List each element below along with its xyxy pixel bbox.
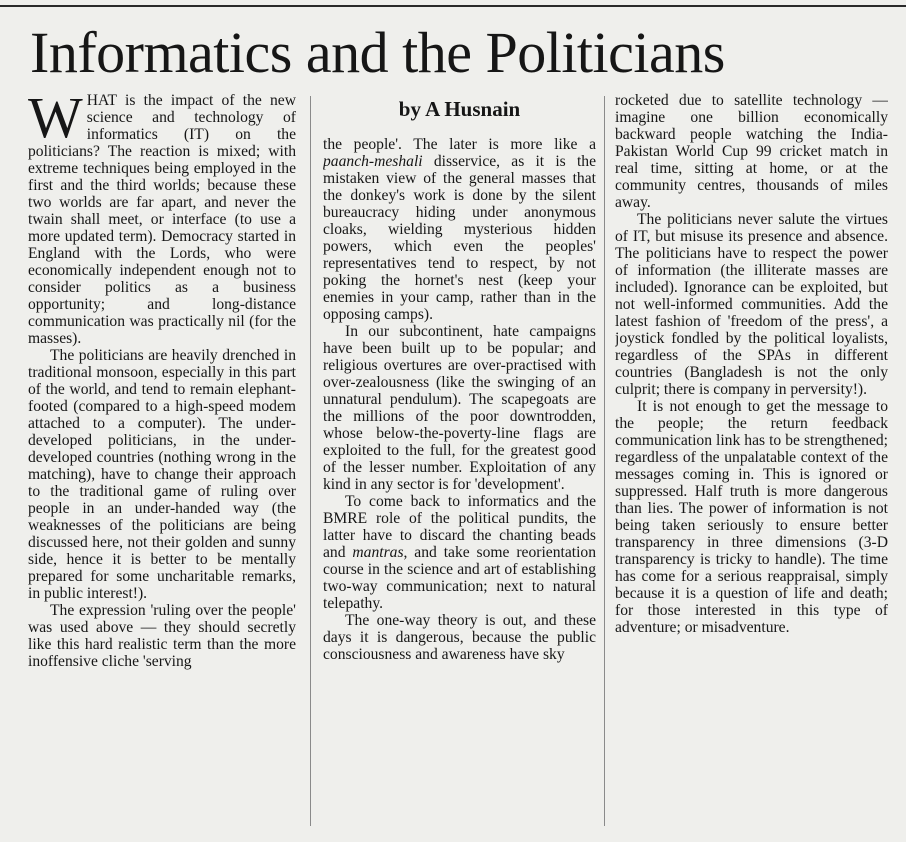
article-column-2 xyxy=(323,92,596,832)
article-column-3 xyxy=(615,92,888,832)
paragraph-text: HAT is the impact of the new science and technology of informatics (IT) on the politicians? The reaction is mixed; with extreme techniques being employed in the first and the third worlds; because these two worlds are far apart, and never the twain shall meet, or interface (to use a more updated term). Democracy started in England with the Lords, who were economically independent enough not to consider politics as a business opportunity; and long-distance communication was practically nil (for the masses). xyxy=(28,92,296,347)
byline: by A Husnain xyxy=(398,97,521,121)
paragraph: The politicians never salute the virtues of IT, but misuse its presence and absence. The politicians have to respect the power of information (the illiterate masses are included). Ignorance can be exploited, but not well-informed communities. Add the latest fashion of 'freedom of the press', a joystick fondled by the political loyalists, regardless of the SPAs in different countries (Bangladesh is not the only culprit; there is company in perversity!). xyxy=(615,211,888,398)
paragraph-text: To come back to informatics and the BMRE role of the political pundits, the latter have to discard the chanting beads and xyxy=(323,493,596,561)
paragraph xyxy=(323,136,596,323)
headline: Informatics and the Politicians xyxy=(30,20,725,85)
column-divider xyxy=(604,96,605,826)
paragraph-text: , and take some reorientation course in the science and art of establishing two-way communication; next to natural telepathy. xyxy=(323,544,596,612)
paragraph-text: the people'. The later is more like a xyxy=(323,136,596,153)
article-column-1 xyxy=(28,92,296,832)
paragraph: It is not enough to get the message to the people; the return feedback communication link has to be strengthened; regardless of the unpalatable context of the messages coming in. This is ignored or suppressed. Half truth is more dangerous than lies. The power of information is not being taken seriously to ensure better transparency in three dimensions (3-D transparency is tricky to handle). The time has come for a serious reappraisal, simply because it is a question of life and death; for those interested in this type of adventure; or misadventure. xyxy=(615,398,888,636)
paragraph: The politicians are heavily drenched in traditional monsoon, especially in this part of the world, and tend to remain elephant-footed (compared to a high-speed modem attached to a computer). The under-developed politicians, in the under-developed countries (nothing wrong in the matching), have to change their approach to the traditional game of ruling over people in an under-handed way (the weaknesses of the politicians are being discussed here, not their golden and sunny side, hence it is better to be mentally prepared for some uncharitable remarks, in public interest!). xyxy=(28,347,296,602)
italic-term: paanch-meshali xyxy=(323,153,423,170)
paragraph: rocketed due to satellite technology — imagine one billion economically backward people watching the India-Pakistan World Cup 99 cricket match in real time, sitting at home, or at the community centres, thousands of miles away. xyxy=(615,92,888,211)
top-rule xyxy=(0,5,906,7)
paragraph xyxy=(28,92,296,347)
paragraph: The one-way theory is out, and these days it is dangerous, because the public consciousness and awareness have sky xyxy=(323,612,596,663)
italic-term: mantras xyxy=(352,544,404,561)
paragraph-text: disservice, as it is the mistaken view of the general masses that the donkey's work is done by the silent bureaucracy hiding under anonymous cloaks, wielding mysterious hidden powers, which even the peoples' representatives tend to respect, by not poking the hornet's nest (keep your enemies in your camp, rather than in the opposing camps). xyxy=(323,153,596,323)
drop-cap: W xyxy=(28,92,83,150)
column-divider xyxy=(310,96,311,826)
paragraph: The expression 'ruling over the people' was used above — they should secretly like this hard realistic term than the more inoffensive cliche 'serving xyxy=(28,602,296,670)
paragraph: In our subcontinent, hate campaigns have been built up to be popular; and religious overtures are over-practised with over-zealousness (like the swinging of an unnatural pendulum). The scapegoats are the millions of the poor downtrodden, whose below-the-poverty-line flags are exploited to the full, for the greatest good of the lesser number. Exploitation of any kind in any sector is for 'development'. xyxy=(323,323,596,493)
paragraph xyxy=(323,493,596,612)
